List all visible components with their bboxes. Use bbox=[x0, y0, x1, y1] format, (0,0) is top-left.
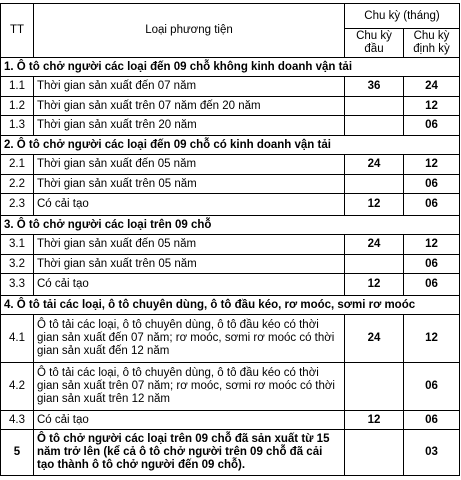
section-row-1 bbox=[1, 58, 460, 77]
table-row bbox=[1, 411, 460, 430]
row-description: Có cải tạo bbox=[34, 194, 345, 216]
row-number: 2.1 bbox=[1, 155, 34, 175]
row-description: Thời gian sản xuất trên 07 năm đến 20 năm bbox=[34, 97, 345, 116]
row-periodic-cycle: 06 bbox=[404, 411, 460, 430]
header-row-top bbox=[1, 4, 460, 29]
row-periodic-cycle: 06 bbox=[404, 116, 460, 136]
row-number: 4.1 bbox=[1, 315, 34, 363]
col-periodic-cycle-header: Chu kỳ định kỳ bbox=[404, 29, 460, 58]
row-number: 3.1 bbox=[1, 235, 34, 255]
table-row bbox=[1, 155, 460, 175]
row-first-cycle: 12 bbox=[345, 274, 404, 296]
table-row bbox=[1, 274, 460, 296]
table-row bbox=[1, 77, 460, 97]
row-description: Thời gian sản xuất trên 05 năm bbox=[34, 175, 345, 194]
row-first-cycle bbox=[345, 97, 404, 116]
table-row-5 bbox=[1, 430, 460, 476]
row-first-cycle bbox=[345, 363, 404, 411]
row-periodic-cycle: 06 bbox=[404, 194, 460, 216]
row-first-cycle bbox=[345, 175, 404, 194]
row-number: 2.3 bbox=[1, 194, 34, 216]
table-row bbox=[1, 363, 460, 411]
row-periodic-cycle: 12 bbox=[404, 155, 460, 175]
table-row bbox=[1, 255, 460, 274]
col-first-cycle-header: Chu kỳ đầu bbox=[345, 29, 404, 58]
row-number: 4.2 bbox=[1, 363, 34, 411]
table-row bbox=[1, 315, 460, 363]
row-number: 3.3 bbox=[1, 274, 34, 296]
table-row bbox=[1, 175, 460, 194]
row-periodic-cycle: 06 bbox=[404, 175, 460, 194]
row-number: 1.3 bbox=[1, 116, 34, 136]
table-row bbox=[1, 116, 460, 136]
row-periodic-cycle: 03 bbox=[404, 430, 460, 476]
section-title: 2. Ô tô chở người các loại đến 09 chỗ có kinh doanh vận tải bbox=[1, 136, 460, 155]
row-periodic-cycle: 24 bbox=[404, 77, 460, 97]
section-row-2 bbox=[1, 136, 460, 155]
row-periodic-cycle: 12 bbox=[404, 315, 460, 363]
row-first-cycle: 24 bbox=[345, 155, 404, 175]
row-description: Có cải tạo bbox=[34, 274, 345, 296]
row-first-cycle: 12 bbox=[345, 411, 404, 430]
table-row bbox=[1, 235, 460, 255]
row-description: Thời gian sản xuất đến 07 năm bbox=[34, 77, 345, 97]
row-number: 1.2 bbox=[1, 97, 34, 116]
row-description: Thời gian sản xuất trên 05 năm bbox=[34, 255, 345, 274]
row-number: 1.1 bbox=[1, 77, 34, 97]
col-vehicle-type-header: Loại phương tiện bbox=[34, 4, 345, 58]
col-cycle-header: Chu kỳ (tháng) bbox=[345, 4, 460, 29]
row-first-cycle bbox=[345, 255, 404, 274]
row-first-cycle bbox=[345, 430, 404, 476]
row-periodic-cycle: 06 bbox=[404, 274, 460, 296]
row-periodic-cycle: 06 bbox=[404, 363, 460, 411]
row-description: Thời gian sản xuất đến 05 năm bbox=[34, 155, 345, 175]
row-description: Ô tô chở người các loại trên 09 chỗ đã sản xuất từ 15 năm trở lên (kể cả ô tô chở người trên 09 chỗ đã cải tạo thành ô tô chở người đến 09 chỗ). bbox=[34, 430, 345, 476]
table-row bbox=[1, 194, 460, 216]
row-number: 5 bbox=[1, 430, 34, 476]
row-first-cycle: 24 bbox=[345, 235, 404, 255]
row-periodic-cycle: 12 bbox=[404, 97, 460, 116]
row-first-cycle: 24 bbox=[345, 315, 404, 363]
col-tt-header: TT bbox=[1, 4, 34, 58]
row-description: Thời gian sản xuất trên 20 năm bbox=[34, 116, 345, 136]
row-number: 2.2 bbox=[1, 175, 34, 194]
row-description: Ô tô tải các loại, ô tô chuyên dùng, ô tô đầu kéo có thời gian sản xuất đến 07 năm; rơ moóc, sơmi rơ moóc có thời gian sản xuất đến 12 năm bbox=[34, 315, 345, 363]
section-row-4 bbox=[1, 296, 460, 315]
row-first-cycle: 36 bbox=[345, 77, 404, 97]
row-description: Có cải tạo bbox=[34, 411, 345, 430]
row-periodic-cycle: 06 bbox=[404, 255, 460, 274]
section-row-3 bbox=[1, 216, 460, 235]
row-number: 4.3 bbox=[1, 411, 34, 430]
row-first-cycle: 12 bbox=[345, 194, 404, 216]
inspection-cycle-table bbox=[0, 3, 460, 476]
row-description: Thời gian sản xuất đến 05 năm bbox=[34, 235, 345, 255]
row-first-cycle bbox=[345, 116, 404, 136]
row-periodic-cycle: 12 bbox=[404, 235, 460, 255]
section-title: 1. Ô tô chở người các loại đến 09 chỗ không kinh doanh vận tải bbox=[1, 58, 460, 77]
table-row bbox=[1, 97, 460, 116]
section-title: 4. Ô tô tải các loại, ô tô chuyên dùng, ô tô đầu kéo, rơ moóc, sơmi rơ moóc bbox=[1, 296, 460, 315]
row-description: Ô tô tải các loại, ô tô chuyên dùng, ô tô đầu kéo có thời gian sản xuất trên 07 năm; rơ moóc, sơmi rơ moóc có thời gian sản xuất trên 12 năm bbox=[34, 363, 345, 411]
section-title: 3. Ô tô chở người các loại trên 09 chỗ bbox=[1, 216, 460, 235]
row-number: 3.2 bbox=[1, 255, 34, 274]
